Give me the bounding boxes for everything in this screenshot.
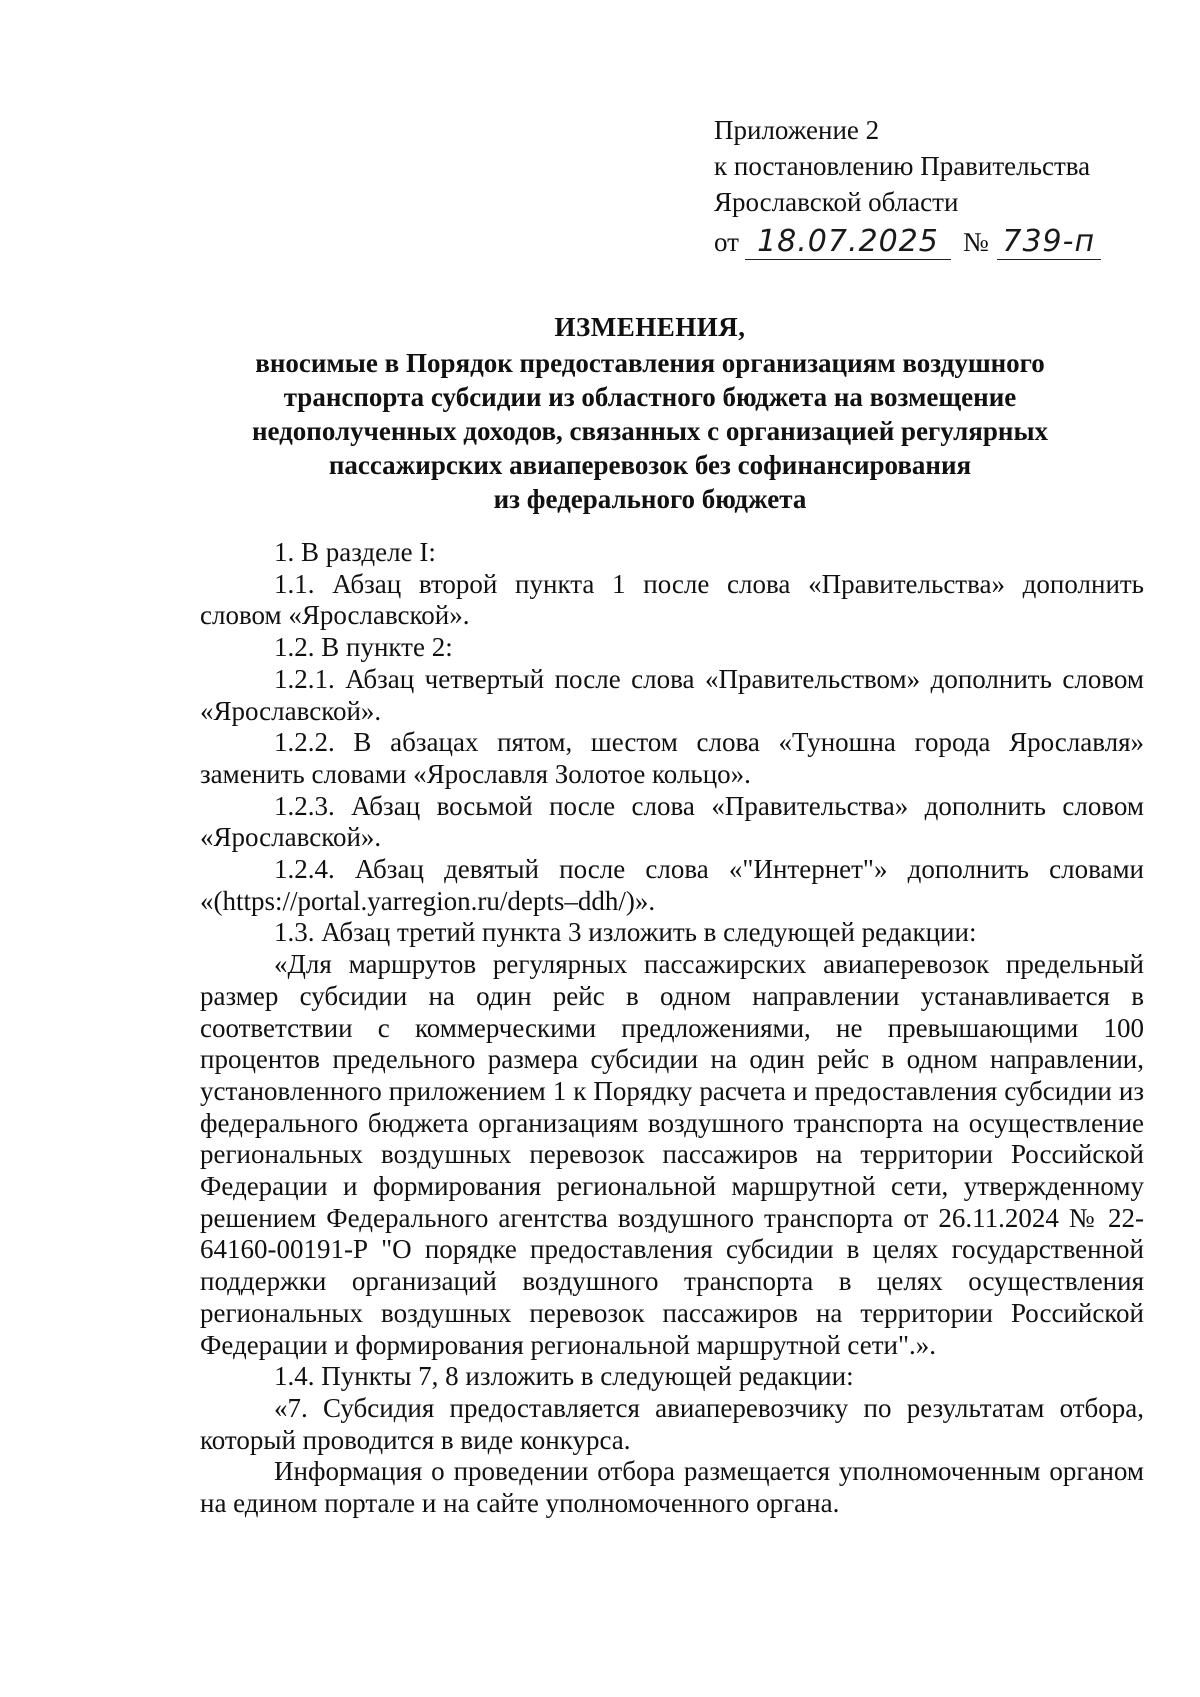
document-body	[200, 537, 1144, 1520]
title-line: транспорта субсидии из областного бюджета на возмещение	[283, 382, 1017, 412]
title-line: вносимые в Порядок предоставления организациям воздушного	[255, 348, 1045, 378]
paragraph: Информация о проведении отбора размещается уполномоченным органом на едином портале и на сайте уполномоченного органа.	[200, 1456, 1144, 1519]
paragraph: 1.1. Абзац второй пункта 1 после слова «Правительства» дополнить словом «Ярославской».	[200, 568, 1144, 631]
annex-line-2: к постановлению Правительства	[714, 151, 1091, 181]
paragraph: 1.2. В пункте 2:	[274, 632, 453, 663]
number-label: №	[962, 227, 989, 257]
paragraph: 1.2.1. Абзац четвертый после слова «Правительством» дополнить словом «Ярославской».	[200, 663, 1144, 726]
annex-line-1: Приложение 2	[714, 115, 880, 145]
annex-block	[714, 112, 1101, 260]
title-heading: ИЗМЕНЕНИЯ,	[554, 312, 746, 342]
annex-signature-line	[714, 220, 1101, 260]
paragraph: 1.2.2. В абзацах пятом, шестом слова «Туношна города Ярославля» заменить словами «Ярославля Золотое кольцо».	[200, 727, 1144, 789]
handwritten-number: 739-п	[997, 225, 1101, 260]
paragraph: 1.2.3. Абзац восьмой после слова «Правительства» дополнить словом «Ярославской».	[200, 790, 1144, 853]
title-line: из федерального бюджета	[493, 484, 807, 514]
paragraph: 1. В разделе I:	[274, 537, 436, 567]
document-title	[180, 310, 1120, 516]
paragraph: 1.4. Пункты 7, 8 изложить в следующей редакции:	[274, 1361, 854, 1392]
paragraph: 1.2.4. Абзац девятый после слова «"Интернет"» дополнить словами «(https://portal.yarregion.ru/depts–ddh/)».	[200, 854, 1144, 916]
from-label: от	[714, 227, 739, 257]
paragraph: «Для маршрутов регулярных пассажирских авиаперевозок предельный размер субсидии на один рейс в одном направлении устанавливается в соответствии с коммерческими предложениями, не превышающими 100 процентов предельного размера субсидии на один рейс в одном направлении, установленного приложением 1 к Порядку расчета и предоставления субсидии из федерального бюджета организациям воздушного транспорта на осуществление региональных воздушных перевозок пассажиров на территории Российской Федерации и формирования региональной маршрутной сети, утвержденному решением Федерального агентства воздушного транспорта от 26.11.2024 № 22-64160-00191-Р "О порядке предоставления субсидии в целях государственной поддержки организаций воздушного транспорта в целях осуществления региональных воздушных перевозок пассажиров на территории Российской Федерации и формирования региональной маршрутной сети".».	[200, 949, 1144, 1360]
paragraph: «7. Субсидия предоставляется авиаперевозчику по результатам отбора, который проводится в виде конкурса.	[200, 1392, 1144, 1455]
paragraph: 1.3. Абзац третий пункта 3 изложить в следующей редакции:	[274, 917, 977, 948]
annex-line-3: Ярославской области	[714, 187, 959, 217]
handwritten-date: 18.07.2025	[745, 225, 951, 260]
title-line: недополученных доходов, связанных с организацией регулярных	[251, 416, 1049, 446]
title-line: пассажирских авиаперевозок без софинансирования	[328, 450, 972, 480]
